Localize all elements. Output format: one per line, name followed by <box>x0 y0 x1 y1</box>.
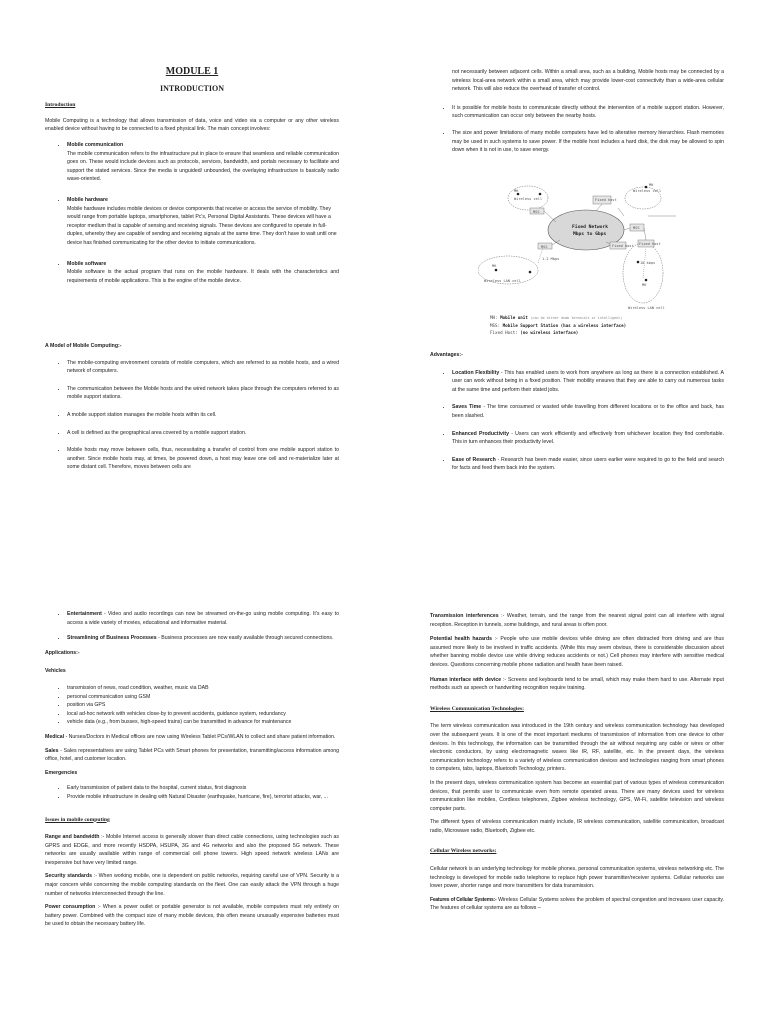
list-item: • It is possible for mobile hosts to communicate directly without the intervention of a mobile support station. However, such communication can occur only between the nearby hosts. <box>452 104 724 121</box>
list-item: • Provide mobile infrastructure in dealing with Natural Disaster (earthquake, hurricane, fire), terrorist attacks, war, ... <box>67 793 339 802</box>
advantage-text: - The time consumed or wasted while travelling from different locations or to the office and back, has been slashed. <box>452 404 724 419</box>
mobile-host-dot <box>637 261 640 264</box>
advantages-list <box>430 369 724 473</box>
concept-list <box>45 141 339 285</box>
model-heading: A Model of Mobile Computing:- <box>45 343 122 349</box>
mobile-host-dot <box>645 279 648 282</box>
diagram-label: MH <box>492 264 497 268</box>
issue-label: Transmission interferences <box>430 613 499 619</box>
mobile-host-dot <box>495 269 498 272</box>
diagram-label: Fixed host <box>612 244 634 248</box>
vehicles-heading: Vehicles <box>45 668 66 675</box>
list-item <box>452 456 724 473</box>
page-2 <box>0 512 768 1024</box>
legend-code: MH: <box>490 315 498 320</box>
legend-row <box>490 329 626 336</box>
intro-title: INTRODUCTION <box>159 83 224 93</box>
link-line <box>596 204 602 211</box>
diagram-label: Fixed host <box>595 198 617 202</box>
wireless-heading: Wireless Communication Technologies: <box>430 705 524 712</box>
diagram-label: MH <box>649 183 654 187</box>
list-item <box>452 403 724 420</box>
diagram-label: MSS <box>541 245 548 249</box>
mobile-host-dot <box>539 193 542 196</box>
link-line <box>644 228 646 240</box>
right-points-list <box>430 104 724 155</box>
point-label: Entertainment <box>67 611 102 617</box>
diagram-label: Wireless cell <box>514 197 543 201</box>
advantage-label: Saves Time <box>452 404 482 411</box>
list-item <box>67 610 339 627</box>
list-item: • local ad-hoc network with vehicles close-by to prevent accidents, guidance system, redundancy <box>67 710 339 719</box>
cellular-heading: Cellular Wireless networks: <box>430 848 497 855</box>
link-line <box>544 211 556 222</box>
mobile-host-dot <box>645 186 648 189</box>
issue-label: Range and bandwidth <box>45 834 100 841</box>
page1-right-column <box>430 68 724 161</box>
diagram-label: 1-2 Mbps <box>542 257 560 261</box>
concept-title: Mobile hardware <box>67 196 108 203</box>
list-item <box>452 369 724 395</box>
diagram-label: Wireless cell <box>633 189 662 193</box>
module-title: MODULE 1 <box>165 66 219 77</box>
diagram-label: MSS <box>533 210 540 214</box>
page1-left-column <box>45 68 339 291</box>
intro-paragraph: Mobile Computing is a technology that allows transmission of data, voice and video via a computer or any other wireless enabled device without having to be connected to a fixed physical link. The main concept involves: <box>45 117 339 133</box>
issues-heading: Issues in mobile computing <box>45 816 110 823</box>
issue-label: Security standards <box>45 873 93 880</box>
issue-label: Potential health hazards <box>430 636 492 643</box>
issue-text: :- Screens and keyboards tend to be small, which may make them hard to use. Alternate input methods such as speech or handwriting recognition require training. <box>430 676 724 692</box>
diagram-legend <box>490 314 626 336</box>
diagram-label: MH <box>642 283 647 287</box>
left-points-list <box>45 610 339 643</box>
diagram-label: MH <box>514 189 519 193</box>
point-text: - Video and audio recordings can now be streamed on-the-go using mobile computing. It's easy to access a wide variety of movies, educational and informative material. <box>67 611 339 626</box>
list-item <box>67 260 339 286</box>
issue-text: :- When working mobile, one is dependent on public networks, requiring careful use of VPN. Security is a major concern while concerning the mobile computing standards on the fleet. One can easily attack the VPN through a huge number of networks interconnected through the line. <box>45 873 339 897</box>
list-item: • The communication between the Mobile hosts and the wired network takes place through the computers referred to as mobile support stations. <box>67 385 339 402</box>
issue-label: Power consumption <box>45 904 96 911</box>
diagram-label: Wireless LAN cell <box>484 279 521 283</box>
sales-paragraph <box>45 747 339 764</box>
wireless-cell-bottom <box>623 243 663 303</box>
advantages-section <box>430 351 724 479</box>
link-line <box>624 228 630 230</box>
legend-code: Fixed Host: <box>490 330 518 335</box>
mobile-host-dot <box>529 271 532 274</box>
features-label: Features of Cellular Systems:- <box>430 896 497 903</box>
issue-paragraph <box>430 612 724 629</box>
issue-text: :- When a power outlet or portable generator is not available, mobile computers must rely entirely on battery power. Combined with the compact size of many mobile devices, this often means unusually expensive batteries must be used to obtain the necessary battery life. <box>45 904 339 928</box>
introduction-heading: Introduction <box>45 102 76 109</box>
medical-label: Medical <box>45 733 65 740</box>
emergencies-heading: Emergencies <box>45 769 78 776</box>
diagram-label: MSS <box>633 226 640 230</box>
concept-text: Mobile hardware includes mobile devices or device components that receive or access the service of mobility. They would range from portable laptops, smartphones, tablet Pc's, Personal Digital Assistants. These devices will have a receptor medium that is capable of sensing and receiving signals. These devices are configured to operate in full- duplex, whereby they are capable of sending and receiving signals at the same time. They don't have to wait until one device has finished communicating for the other device to initiate communications. <box>67 205 337 246</box>
list-item <box>67 141 339 184</box>
mobile-host-dot <box>517 193 520 196</box>
point-label: Streamlining of Business Processes <box>67 635 157 642</box>
legend-mh: Mobile unit <box>500 315 528 320</box>
emergencies-list <box>45 784 339 801</box>
list-item: • Mobile hosts may move between cells, thus, necessitating a transfer of control from one mobile support station to another. Since mobile hosts may, at times, be powered down, a host may leave one cell and re-materialize later at some distant cell. Therefore, moves between cells are <box>67 446 339 472</box>
issue-paragraph <box>430 635 724 669</box>
issue-paragraph <box>45 903 339 929</box>
concept-title: Mobile software <box>67 260 107 267</box>
features-text: Wireless Cellular Systems solves the problem of spectral congestion and increases user capacity. The features of cellular systems are as follows – <box>430 896 724 912</box>
page2-left-column <box>45 610 339 934</box>
wireless-paragraph: The different types of wireless communication mainly include, IR wireless communication, satellite communication, broadcast radio, Microwave radio, Bluetooth, Zigbee etc. <box>430 819 724 834</box>
list-item: • vehicle data (e.g., from busses, high-speed trains) can be transmitted in advance for maintenance <box>67 718 339 727</box>
list-item: • The size and power limitations of many mobile computers have led to alterative memory hierarchies. Flash memories may be used in such systems to save power. If the mobile host includes a hard disk, the disk may be allowed to spin down when it is not in use, to save energy. <box>452 129 724 155</box>
advantage-label: Enhanced Productivity <box>452 430 509 437</box>
issue-text: :- People who use mobile devices while driving are often distracted from driving and are thus assumed more likely to be involved in traffic accidents. (While this may seem obvious, there is considerable discussion about whether banning mobile device use while driving reduces accidents or not.) Cell phones may interfere with sensitive medical devices. Questions concerning mobile phone radiation and health have been raised. <box>430 636 724 668</box>
list-item: • A cell is defined as the geographical area covered by a mobile support station. <box>67 429 339 438</box>
wireless-paragraph: In the present days, wireless communication system has become an essential part of various types of wireless communication devices, that permits user to communicate even from remote operated areas. There are many devices used for wireless communication like mobiles, Cordless telephones, Zigbee wireless technology, GPS, Wi-Fi, satellite television and wireless computer parts. <box>430 779 724 812</box>
list-item: • The mobile-computing environment consists of mobile computers, which are referred to as mobile hosts, and a wired network of computers. <box>67 359 339 376</box>
issue-label: Human interface with device <box>430 676 502 683</box>
link-line <box>618 208 624 216</box>
list-item <box>67 196 339 248</box>
model-list <box>45 359 339 472</box>
applications-heading: Applications:- <box>45 649 80 656</box>
vehicles-list <box>45 684 339 727</box>
sales-label: Sales <box>45 747 59 754</box>
issue-text: :- Mobile Internet access is generally slower than direct cable connections, using technologies such as GPRS and EDGE, and more recently HSDPA, HSUPA, 3G and 4G networks and also the proposed 5G network. These networks are usually available within range of commercial cell phone towers. High speed network wireless LANs are inexpensive but have very limited range. <box>45 834 339 866</box>
concept-text: The mobile communication refers to the infrastructure put in place to ensure that seamless and reliable communication goes on. These would include devices such as protocols, services, bandwidth, and portals necessary to facilitate and support the stated services. Since the media is unguided/ unbounded, the overlaying infrastructure is basically radio wave-oriented. <box>67 150 339 183</box>
diagram-label: 10 kbps <box>640 261 656 265</box>
legend-row <box>490 322 626 329</box>
wireless-paragraph: The term wireless communication was introduced in the 19th century and wireless communication technology has developed over the subsequent years. It is one of the most important mediums of transmission of information from one device to other devices. In this technology, the information can be transmitted through the air without requiring any cable or wires or other electronic conductors, by using electromagnetic waves like IR, RF, satellite, etc. In the present days, the wireless communication technology refers to a variety of wireless communication devices and technologies ranging from smart phones to computers, tabs, laptops, Bluetooth Technology, printers. <box>430 723 724 773</box>
advantage-text: - Research has been made easier, since users earlier were required to go to the field and search for facts and feed them back into the system. <box>452 456 724 472</box>
list-item: • A mobile support station manages the mobile hosts within its cell. <box>67 411 339 420</box>
advantage-label: Location Flexibility <box>452 369 500 376</box>
point-text: - Business processes are now easily available through secured connections. <box>156 635 334 642</box>
list-item <box>67 634 339 643</box>
list-item: • Early transmission of patient data to the hospital, current status, first diagnosis <box>67 784 339 793</box>
page2-right-column <box>430 612 724 918</box>
sales-text: - Sales representatives are using Tablet PCs with Smart phones for presentation, transmitting/access information among office, hotel, and customer location. <box>45 747 339 763</box>
medical-text: - Nurses/Doctors in Medical offices are now using Wireless Tablet PCs/WLAN to collect and share patient information. <box>64 733 336 740</box>
issue-paragraph <box>430 676 724 693</box>
list-item: • transmission of news, road condition, weather, music via DAB <box>67 684 339 693</box>
advantage-text: - Users can work efficiently and effectively from whichever location they find comfortable. This in turn enhances their productivity level. <box>452 430 724 446</box>
advantage-label: Ease of Research <box>452 456 496 463</box>
medical-paragraph <box>45 733 339 742</box>
legend-mss: Mobile Support Station (has a wireless interface) <box>502 323 627 328</box>
issue-paragraph <box>45 872 339 898</box>
issue-paragraph <box>45 833 339 867</box>
cellular-paragraph: Cellular network is an underlying technology for mobile phones, personal communication systems, wireless networking etc. The technology is developed for mobile radio telephone to replace high power transmitter/receiver systems. Cellular networks use lower power, shorter range and more transmitters for data transmission. <box>430 866 724 890</box>
legend-fh: (no wireless interface) <box>520 330 579 335</box>
legend-mh-note: (can be either dumb terminals or intelligent) <box>530 316 623 320</box>
model-section <box>45 342 339 478</box>
concept-text: Mobile software is the actual program that runs on the mobile hardware. It deals with the characteristics and requirements of mobile applications. This is the engine of the mobile device. <box>67 269 339 284</box>
list-item <box>452 430 724 447</box>
fixed-network-speed: Mbps to Gbps <box>573 232 607 237</box>
fixed-network-label: Fixed Network <box>572 225 608 230</box>
features-paragraph <box>430 896 724 913</box>
advantages-heading: Advantages:- <box>430 352 463 358</box>
legend-code: MSS: <box>490 323 501 328</box>
continuation-paragraph: not necessarily between adjacent cells. Within a small area, such as a building, Mobile hosts may be connected by a wireless local-area network within a small area, which may provide lower-cost connectivity than a wide-area cellular network. This will also reduce the overhead of transfer of control. <box>452 69 724 93</box>
list-item: • personal communication using GSM <box>67 693 339 702</box>
concept-title: Mobile communication <box>67 141 124 148</box>
legend-row <box>490 314 626 322</box>
diagram-label: Wireless LAN cell <box>628 306 665 310</box>
advantage-text: - This has enabled users to work from anywhere as long as there is a connection established. A user can work without being in a fixed position. Their mobility ensures that they are able to carry out numerous tasks at the same time and perform their stated jobs. <box>452 369 724 393</box>
diagram-label: Fixed host <box>639 242 661 246</box>
list-item: • position via GPS <box>67 701 339 710</box>
issue-text: :- Weather, terrain, and the range from the nearest signal point can all interfere with signal reception. Reception in tunnels, some buildings, and rural areas is often poor. <box>430 613 724 628</box>
